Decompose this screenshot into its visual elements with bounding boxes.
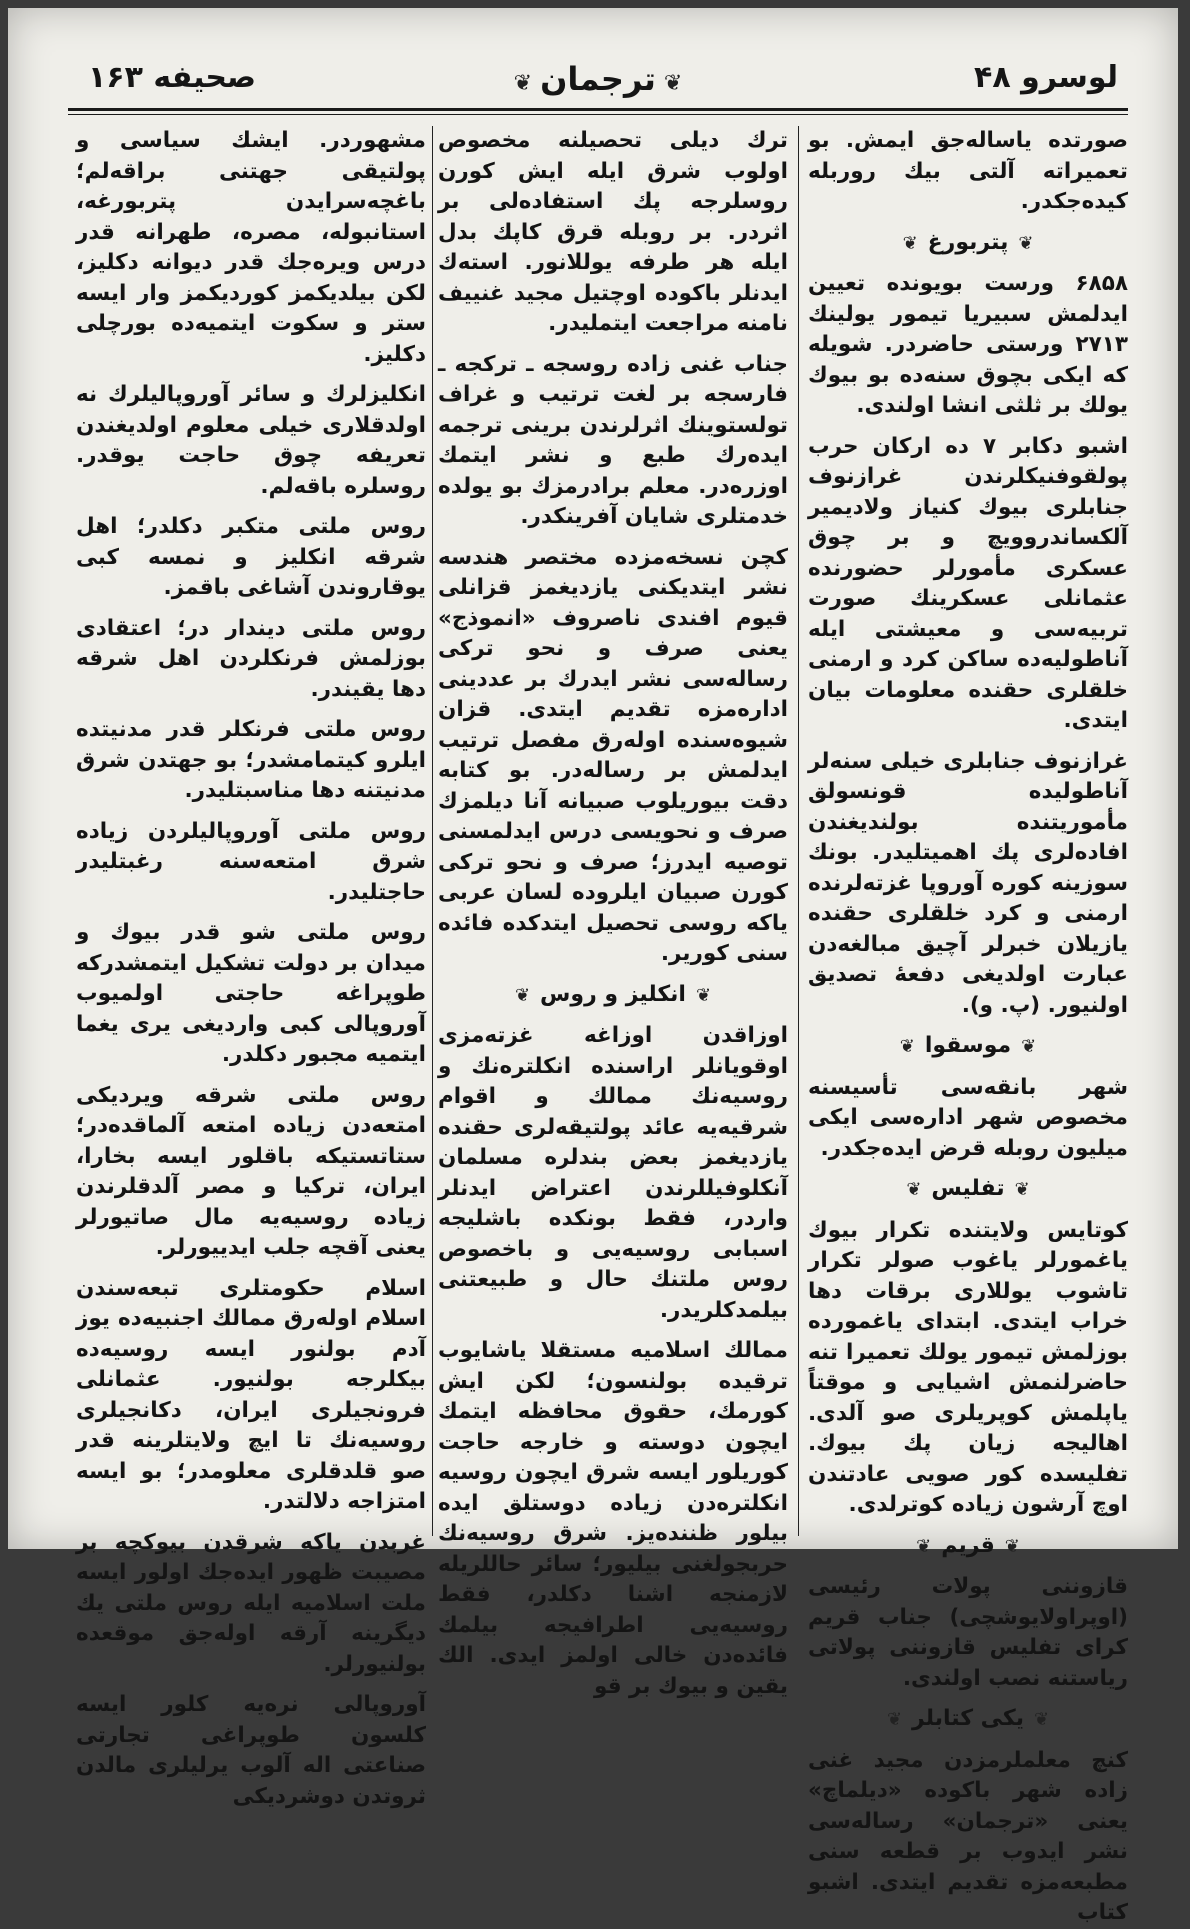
article-paragraph: شهر بانقەسی تأسیسنه مخصوص شهر ادارەسی ایکی میلیون روبله قرض ایدەجکدر. bbox=[808, 1074, 1128, 1161]
issue-date: لوسرو ۴۸ bbox=[974, 60, 1118, 95]
article-paragraph: اشبو دکابر ۷ ده ارکان حرب پولقوفنیکلرندن غرازنوف جنابلری بیوك کنیاز ولادیمیر آلکساندروویچ و بر چوق عسکری مأمورلر حضورنده عثمانلی عسکرینك صورت تربیەسی و معیشتی ایله آناطولیەده ساکن کرد و ارمنی خلقلری حقنده معلومات بیان ایتدی. bbox=[808, 433, 1128, 733]
column-divider bbox=[798, 126, 799, 1536]
article-paragraph: مشهوردر. ایشك سیاسی و پولتیقی جهتنی براقەلم؛ باغچەسرایدن پتربورغه، استانبوله، مصره، طهرانه قدر درس ویرەجك قدر دیوانه دکلیز، لکن بیلدیکمز کوردیکمز وار ایسه ستر و سکوت ایتمیەده بورچلی دکلیز. bbox=[76, 128, 426, 367]
article-paragraph: روس ملتی شرقه ویردیکی امتعەدن زیاده امتعه آلماقدەدر؛ ستاتستیکه باقلور ایسه بخارا، ایران، ترکیا و مصر آلدقلرندن زیاده روسیەیه مال صاتیورلر یعنی آقچه جلب ایدییورلر. bbox=[76, 1082, 426, 1260]
section-heading bbox=[808, 228, 1128, 260]
column-middle bbox=[438, 126, 788, 1699]
section-heading bbox=[808, 1174, 1128, 1206]
article-paragraph: قازوننی پولات رئیسی (اوپراولایوشچی) جناب قریم کرای تفلیس قازوننی پولاتی ریاستنه نصب اولندی. bbox=[808, 1574, 1128, 1691]
ornament-icon: ❦ bbox=[513, 71, 533, 96]
article-paragraph: غرازنوف جنابلری خیلی سنەلر آناطولیده قونسولق مأموریتنده بولندیغندن افادەلری پك اهمیتلیدر. بونك سوزینه کوره آوروپا غزتەلرنده ارمنی و کرد خلقلری حقنده یازیلان خبرلر آچیق مبالغەدن عبارت اولدیغی دفعهٔ تصدیق اولنیور. (پ. و). bbox=[808, 748, 1128, 1018]
ornament-icon: ❦ bbox=[695, 984, 712, 1006]
article-paragraph: آوروپالی نرەیه کلور ایسه کلسون طوپراغی تجارتی صناعتی اله آلوب یرلیلری مالدن ثروتدن دوشردیکی bbox=[76, 1692, 426, 1809]
column-divider bbox=[432, 126, 433, 1536]
ornament-icon: ❦ bbox=[514, 984, 531, 1006]
section-heading bbox=[808, 1704, 1128, 1736]
ornament-icon: ❦ bbox=[906, 1179, 922, 1200]
ornament-icon: ❦ bbox=[1021, 1036, 1037, 1057]
article-paragraph: ترك دیلی تحصیلنه مخصوص اولوب شرق ایله ایش کورن روسلرجه پك استفادەلی بر اثردر. بر روبله قرق کاپك بدل ایله هر طرفه یوللانور. استەك ایدنلر باکوده اوچتیل مجید غنییف نامنه مراجعت ایتملیدر. bbox=[438, 128, 788, 336]
ornament-icon: ❦ bbox=[1018, 232, 1034, 254]
newspaper-name: ترجمان bbox=[540, 60, 656, 98]
ornament-icon: ❦ bbox=[1014, 1179, 1030, 1200]
ornament-icon: ❦ bbox=[663, 71, 683, 96]
article-paragraph: کوتایس ولایتنده تکرار بیوك یاغمورلر یاغوب صولر تکرار تاشوب یوللاری برقات دها خراب ایتدی. ابتدای یاغموردە بوزلمش تیمور یولك تعمیرا تنه حاضرلنمش اشیایی و موقتاً یاپلمش کوپریلری صو آلدی. اهالیجه زیان پك بیوك. تفلیسده کور صویی عادتندن اوچ آرشون زیاده کوترلدی. bbox=[808, 1217, 1128, 1517]
article-paragraph: روس ملتی آوروپالیلردن زیاده شرق امتعەسنه رغبتلیدر حاجتلیدر. bbox=[76, 818, 426, 905]
masthead bbox=[68, 48, 1128, 112]
article-paragraph: اسلام حکومتلری تبعەسندن اسلام اولەرق ممالك اجنبیەده یوز آدم بولنور ایسه روسیەده بیکلرجه بولنیور. عثمانلی فرونجیلری ایران، دکانجیلری روسیەنك تا ایچ ولایتلرینه قدر صو قلدقلری معلومدر؛ بو ایسه امتزاجه دلالتدر. bbox=[76, 1275, 426, 1514]
heading-text: قریم bbox=[941, 1532, 995, 1558]
section-heading bbox=[808, 1531, 1128, 1563]
ornament-icon: ❦ bbox=[1033, 1709, 1050, 1730]
article-paragraph: اوزاقدن اوزاغه غزتەمزی اوقویانلر اراسنده انکلترەنك و روسیەنك ممالك و اقوام شرقیەیه عائد پولتیقەلری حقنده یازدیغمز بعض بندلره مسلمان آنکلوفیللرندن اعتراض ایدنلر واردر، فقط بونکده باشلیجه اسبابی روسیەیی و باخصوص روس ملتنك حال و طبیعتنی بیلمدکلریدر. bbox=[438, 1023, 788, 1323]
ornament-icon: ❦ bbox=[899, 1036, 915, 1057]
newspaper-page bbox=[8, 8, 1178, 1925]
column-right bbox=[808, 126, 1128, 1925]
newspaper-title bbox=[506, 60, 691, 98]
article-paragraph: صورتده یاسالەجق ایمش. بو تعمیراته آلتی بیك روربله کیدەجکدر. bbox=[808, 128, 1128, 214]
article-paragraph: غربدن یاکه شرقدن بیوکچه بر مصیبت ظهور ایدەجك اولور ایسه ملت اسلامیه ایله روس ملتی یك دیگرینه آرقه اولەجق موقعده بولنیورلر. bbox=[76, 1529, 426, 1677]
article-paragraph: روس ملتی دیندار در؛ اعتقادی بوزلمش فرنکلردن اهل شرقه دها یقیندر. bbox=[76, 615, 426, 702]
heading-text: انکلیز و روس bbox=[540, 981, 686, 1007]
heading-text: موسقوا bbox=[924, 1033, 1012, 1058]
article-paragraph: روس ملتی متکبر دکلدر؛ اهل شرقه انکلیز و نمسه کبی یوقاروندن آشاغی باقمز. bbox=[76, 514, 426, 600]
ornament-icon: ❦ bbox=[902, 232, 918, 254]
article-paragraph: کچن نسخەمزده مختصر هندسه نشر ایتدیکنی یازدیغمز قزانلی قیوم افندی ناصروف «انموذج» یعنی صرف و نحو ترکی رسالەسی نشر ایدرك بر عددینی ادارەمزه تقدیم ایتدی. قزان شیوەسنده اولەرق مفصل ترتیب ایدلمش بر رسالەدر. بو کتابه دقت بیوریلوب صبیانه آنا دیلمزك صرف و نحویسی درس ایدلمسنی توصیه ایدرز؛ صرف و نحو ترکی کورن صبیان ایلروده لسان عربی یاکه روسی تحصیل ایتدکده فائده سنی کوریر. bbox=[438, 544, 788, 966]
heading-text: یکی کتابلر bbox=[912, 1706, 1024, 1731]
article-paragraph: روس ملتی شو قدر بیوك و میدان بر دولت تشکیل ایتمشدرکه طوپراغه حاجتی اولمیوب آوروپالی کبی واردیغی یری یغما ایتمیه مجبور دکلدر. bbox=[76, 920, 426, 1067]
heading-text: تفلیس bbox=[931, 1176, 1005, 1201]
ornament-icon: ❦ bbox=[1004, 1535, 1020, 1557]
ornament-icon: ❦ bbox=[916, 1535, 932, 1557]
article-paragraph: روس ملتی فرنکلر قدر مدنیتده ایلرو کیتمامشدر؛ بو جهتدن شرق مدنیتنه دها مناسبتلیدر. bbox=[76, 717, 426, 803]
heading-text: پتربورغ bbox=[927, 229, 1009, 255]
article-paragraph: ۶۸۵۸ ورست بویونده تعیین ایدلمش سبیریا تیمور یولینك ۲۷۱۳ ورستی حاضردر. شویله که ایکی بچوق سنەده بو بیوك یولك بر ثلثی انشا اولندی. bbox=[808, 271, 1128, 418]
article-paragraph: کنچ معلملرمزدن مجید غنی زاده شهر باکوده «دیلماچ» یعنی «ترجمان» رسالەسی نشر ایدوب بر قطعه سنی مطبعەمزه تقدیم ایتدی. اشبو کتاب bbox=[808, 1747, 1128, 1925]
header-rule-thin bbox=[68, 114, 1128, 115]
article-paragraph: جناب غنی زاده روسجه ـ ترکجه ـ فارسجه بر لغت ترتیب و غراف تولستوینك اثرلرندن برینی ترجمه ایدەرك طبع و نشر ایتمك اوزرەدر. معلم برادرمزك بو یولده خدمتلری شایان آفرینکدر. bbox=[438, 351, 788, 529]
article-paragraph: ممالك اسلامیه مستقلا یاشایوب ترقیده بولنسون؛ لکن ایش کورمك، حقوق محافظه ایتمك ایچون دوسته و خارجه حاجت کوریلور ایسه شرق ایچون روسیه انکلترەدن زیاده دوستلق ایده بیلور ظننده‌یز. شرق روسیەنك حربجولغنی بیلیور؛ سائر حاللریله لازمنجه اشنا دکلدر، فقط روسیەیی اطرافیجه بیلمك فائدەدن خالی اولمز ایدی. الك یقین و بیوك بر قو bbox=[438, 1338, 788, 1699]
section-heading bbox=[808, 1031, 1128, 1063]
header-rule bbox=[68, 108, 1128, 111]
section-heading bbox=[438, 980, 788, 1012]
page-number: صحیفه ۱۶۳ bbox=[88, 60, 257, 95]
ornament-icon: ❦ bbox=[886, 1709, 903, 1730]
article-paragraph: انکلیزلرك و سائر آوروپالیلرك نه اولدقلاری خیلی معلوم اولدیغندن تعریفه چوق حاجت یوقدر. روسلره باقەلم. bbox=[76, 382, 426, 499]
column-left bbox=[76, 126, 426, 1809]
